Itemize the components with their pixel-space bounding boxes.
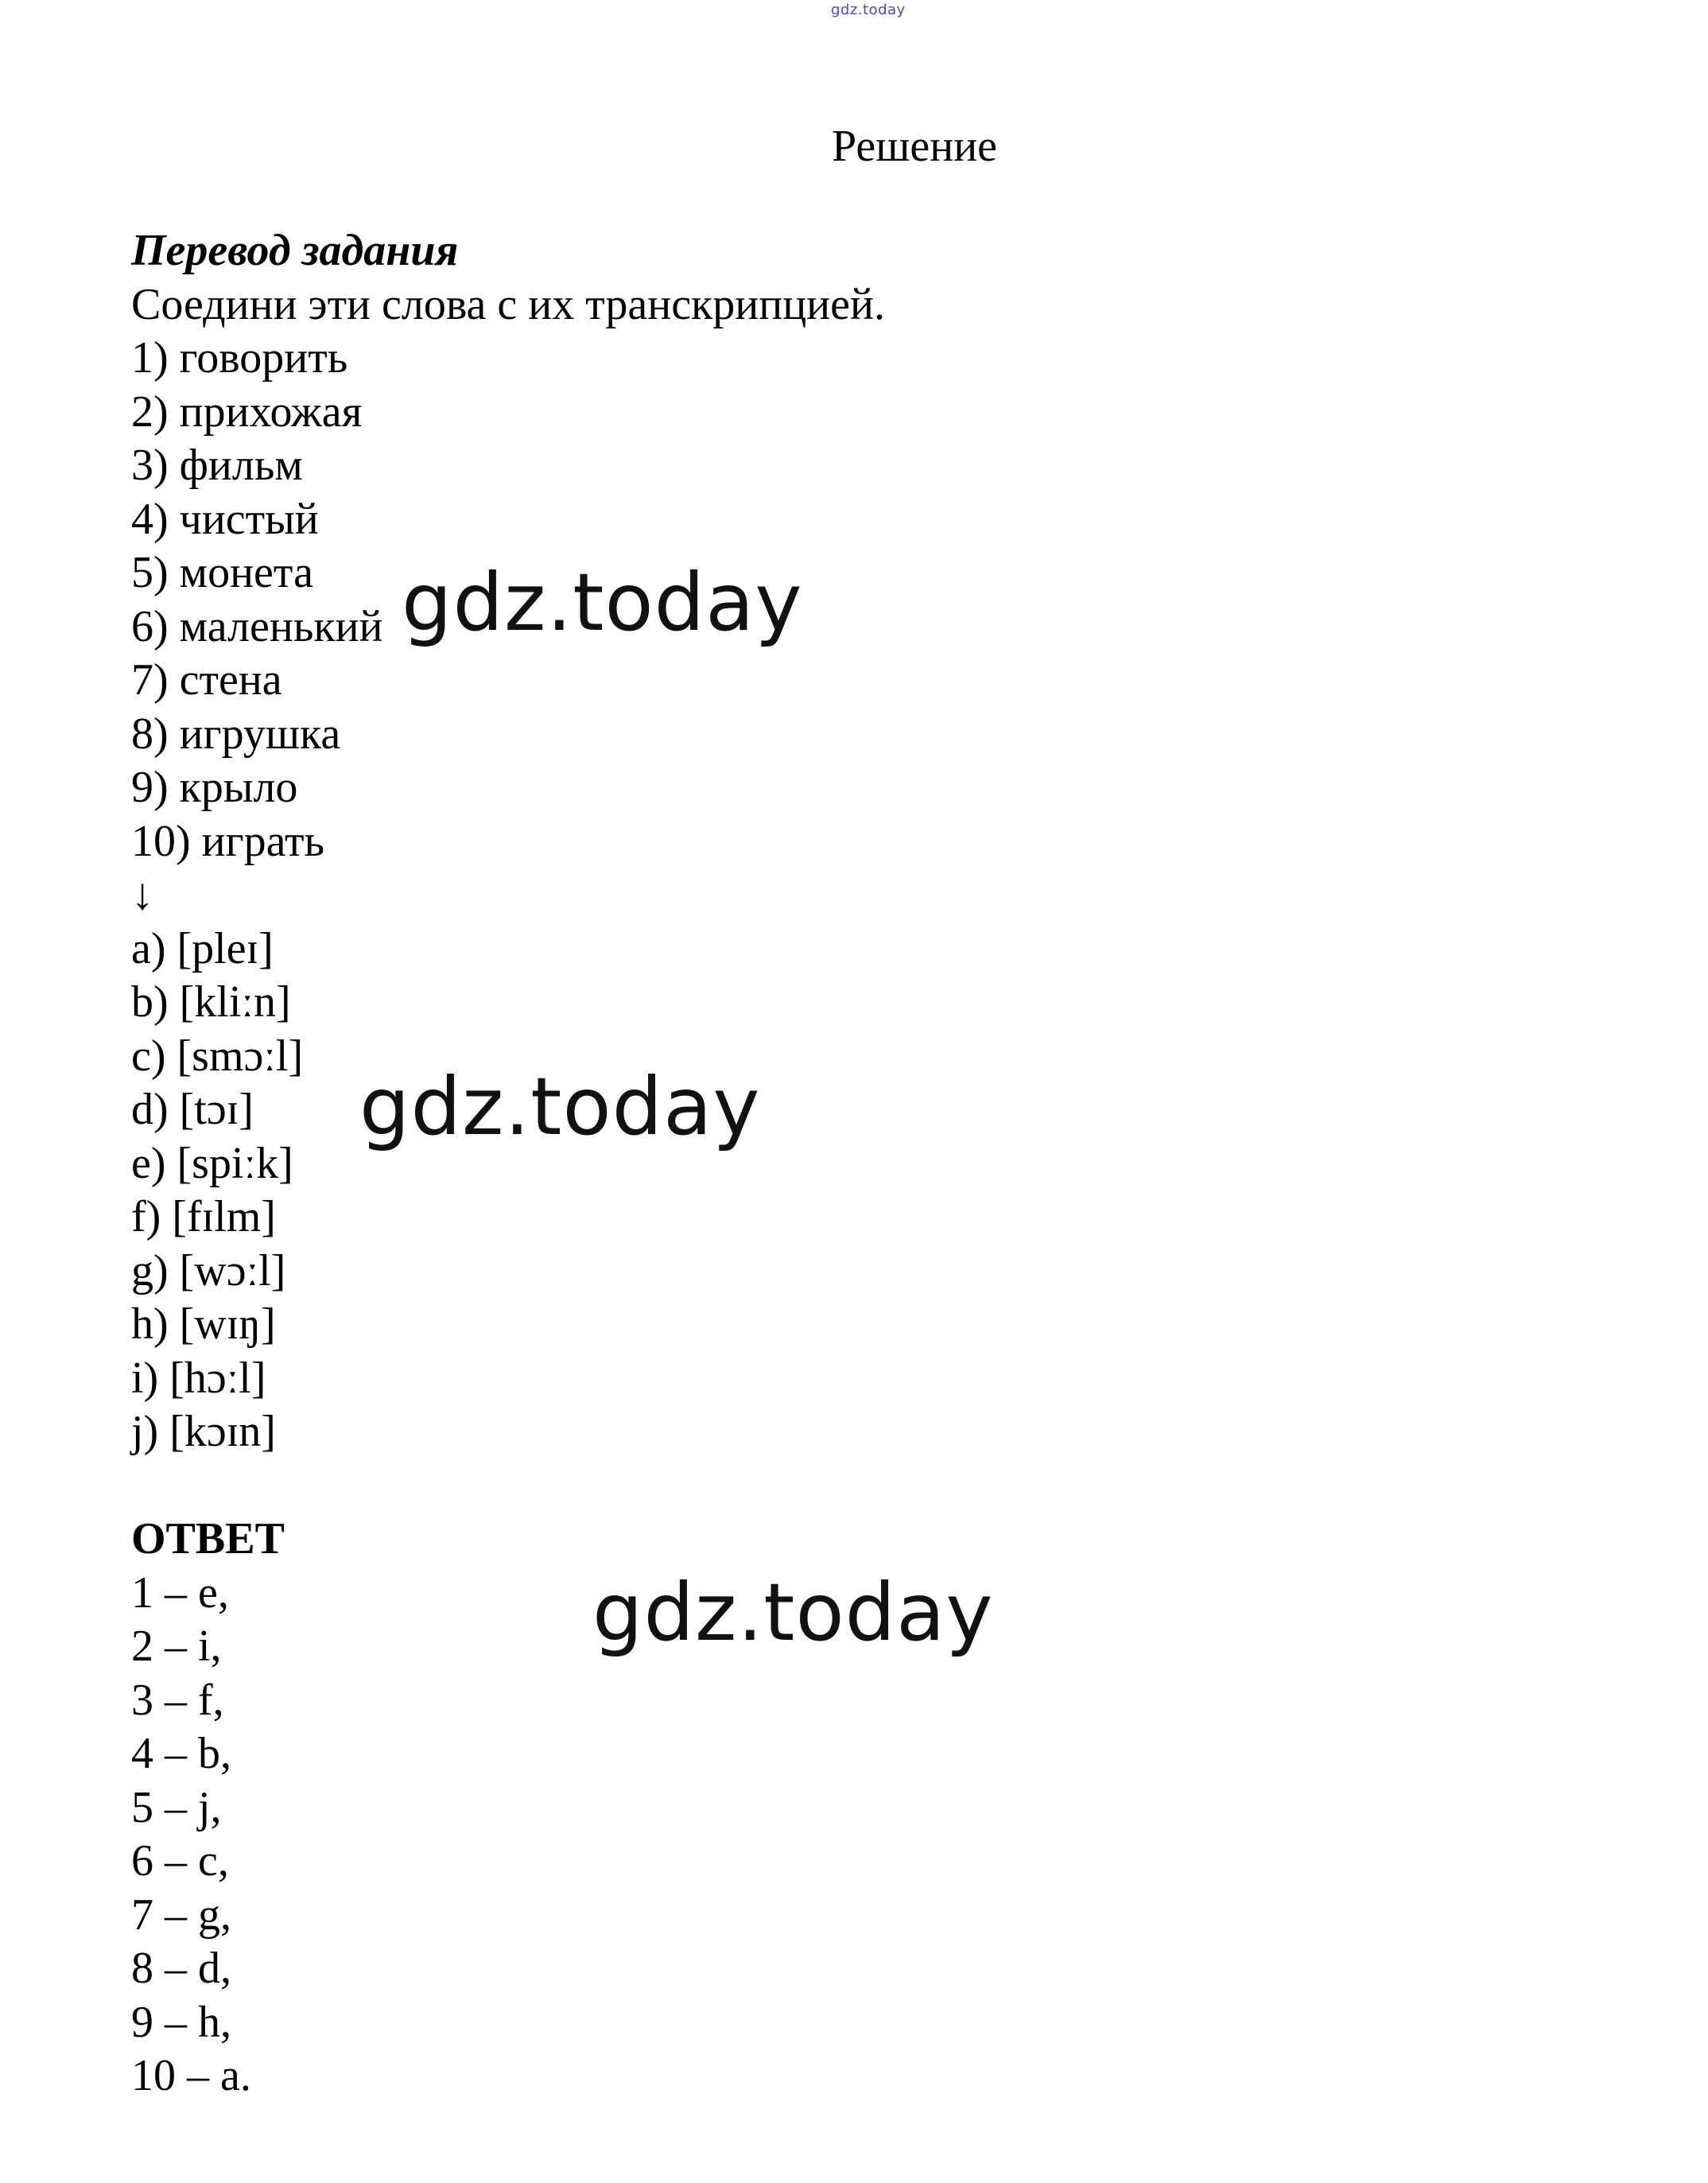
list-item: g) [wɔːl] [131,1245,286,1295]
list-item: 10) играть [131,816,325,866]
watermark: gdz.today [592,1566,994,1659]
top-watermark: gdz.today [831,2,906,18]
section-spacer [131,1459,1244,1513]
list-item: 2 – i, [131,1622,222,1671]
watermark: gdz.today [402,556,803,649]
list-item: 4) чистый [131,494,319,544]
list-item: 1) говорить [131,333,348,383]
list-item: 9) крыло [131,763,298,812]
transcription-list [131,923,1244,1459]
list-item: 7 – g, [131,1890,231,1940]
list-item: 8) игрушка [131,709,341,759]
list-item: d) [tɔɪ] [131,1085,254,1134]
translation-title: Перевод задания [131,226,459,275]
list-item: h) [wɪŋ] [131,1299,276,1349]
list-item: 5 – j, [131,1782,222,1832]
list-item: 3) фильм [131,441,303,490]
list-item: 6 – c, [131,1836,229,1886]
list-item: 7) стена [131,655,282,705]
list-item: a) [pleɪ] [131,923,274,973]
list-item: 9 – h, [131,1997,231,2047]
list-item: 1 – e, [131,1567,229,1618]
page-title: Решение [831,122,998,171]
list-item: 2) прихожая [131,386,363,437]
list-item: c) [smɔːl] [131,1031,304,1081]
list-item: b) [kliːn] [131,977,291,1027]
down-arrow-icon: ↓ [131,870,153,919]
watermark: gdz.today [359,1060,761,1153]
list-item: 6) маленький [131,601,383,651]
list-item: j) [kɔɪn] [131,1407,276,1456]
list-item: 10 – a. [131,2051,251,2100]
list-item: 8 – d, [131,1944,231,1993]
list-item: 4 – b, [131,1729,231,1778]
list-item: i) [hɔːl] [131,1353,266,1403]
list-item: 5) монета [131,548,313,597]
solution-body [131,224,1244,2103]
task-instruction: Соедини эти слова с их транскрипцией. [131,279,885,329]
answer-title: ОТВЕТ [131,1514,285,1563]
list-item: f) [fɪlm] [131,1192,276,1241]
list-item: e) [spiːk] [131,1138,293,1188]
list-item: 3 – f, [131,1675,224,1725]
